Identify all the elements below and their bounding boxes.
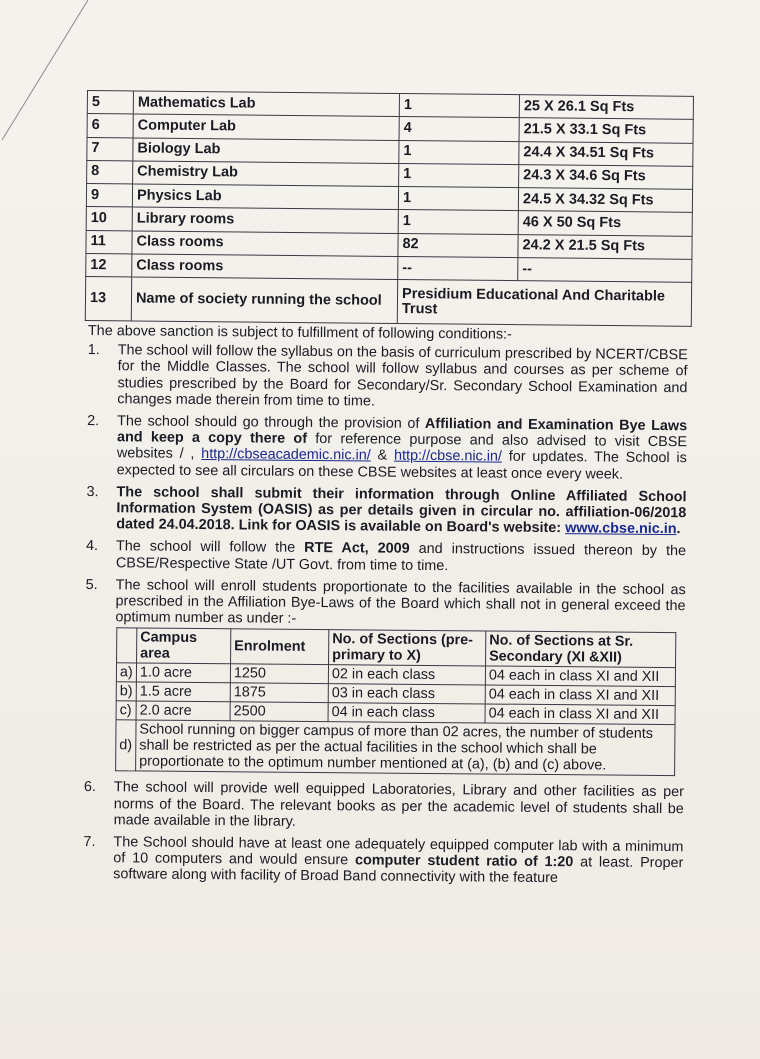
sections-pre: 03 in each class: [328, 684, 485, 704]
condition-5: [85, 577, 685, 631]
cbse-website-link[interactable]: www.cbse.nic.in: [565, 520, 677, 538]
condition-number: 5.: [85, 576, 98, 593]
condition-text: [117, 413, 688, 483]
condition-text: The school will provide well equipped Laboratories, Library and other facilities as per norms of the Board. The relevant books as per the academic level of students shall be made available in the library.: [113, 779, 684, 830]
condition-number: 7.: [83, 834, 96, 851]
row-number: 8: [87, 160, 133, 184]
sections-sr: 04 each in class XI and XII: [485, 685, 675, 706]
campus-area: 1.0 acre: [136, 663, 230, 683]
facility-count: 1: [399, 163, 519, 187]
sections-sr: 04 each in class XI and XII: [485, 666, 675, 687]
facility-count: 1: [398, 187, 518, 211]
header-sections-pre: No. of Sections (pre-primary to X): [329, 630, 486, 666]
campus-area: 1.5 acre: [136, 682, 230, 702]
facility-name: Chemistry Lab: [133, 161, 399, 187]
text-run: at least. Proper software along with facility of Broad Band connectivity with the feature: [113, 854, 684, 887]
text-run: The school shall submit their information through Online Affiliated School Information System (OASIS) as per details given in circular no. affiliation-06/2018 dated 24.04.2018. Link for OASIS is available on Board's website:: [116, 484, 687, 537]
condition-1: [87, 342, 688, 412]
row-number: 12: [86, 254, 132, 278]
row-label: b): [116, 682, 136, 701]
condition-text: The school will enroll students proportionate to the facilities available in the school as prescribed in the Affiliation Bye-Laws of the Board which shall not in general exceed the optimum number as under :-: [115, 577, 686, 628]
facility-count: 1: [399, 140, 519, 164]
society-row: [85, 277, 691, 327]
bold-text: RTE Act, 2009: [304, 540, 410, 558]
facility-name: Mathematics Lab: [133, 91, 399, 117]
facility-size: 24.4 X 34.51 Sq Fts: [519, 141, 693, 166]
enrolment: 1875: [230, 683, 328, 703]
condition-6: [84, 779, 684, 833]
row-number: 13: [85, 277, 131, 321]
cbse-link[interactable]: http://cbse.nic.in/: [393, 448, 503, 466]
facility-name: Biology Lab: [133, 138, 399, 164]
facility-name: Class rooms: [132, 231, 398, 257]
enrolment: 1250: [230, 664, 328, 684]
facility-count: 4: [399, 117, 519, 141]
row-number: 10: [86, 207, 132, 231]
text-run: for updates. The School is expected to see all circulars on these CBSE websites at least once every week.: [116, 449, 687, 483]
condition-number: 4.: [85, 538, 99, 555]
header-sections-sr: No. of Sections at Sr. Secondary (XI &XII): [486, 631, 676, 668]
enrolment: 2500: [230, 702, 328, 722]
row-number: 6: [87, 114, 133, 138]
sections-pre: 04 in each class: [328, 703, 485, 723]
facilities-table: [85, 90, 694, 327]
facility-size: 21.5 X 33.1 Sq Fts: [519, 118, 693, 143]
sections-sr: 04 each in class XI and XII: [485, 704, 675, 725]
conditions-section: [83, 323, 688, 894]
text-run: &: [370, 447, 395, 465]
conditions-intro: The above sanction is subject to fulfillment of following conditions:-: [87, 323, 512, 343]
header-spacer: [117, 628, 137, 663]
bold-text: Affiliation and Examination Bye Laws and keep a copy there of: [116, 415, 688, 448]
text-run: for reference purpose and also advised to visit CBSE websites / ,: [116, 431, 688, 463]
society-label: Name of society running the school: [131, 277, 397, 324]
text-run: The school will follow the: [115, 538, 305, 557]
row-number: 5: [87, 91, 133, 115]
campus-table: [115, 628, 676, 777]
facility-count: 82: [398, 233, 518, 257]
facility-name: Computer Lab: [133, 114, 399, 140]
facility-count: --: [398, 257, 518, 281]
row-number: 9: [86, 184, 132, 208]
text-run: The school should go through the provision of: [117, 413, 426, 432]
campus-note: School running on bigger campus of more than 02 acres, the number of students shall be restricted as per the actual facilities in the school which shall be proportionate to the optimum number mentioned at (a), (b) and (c) above.: [136, 720, 675, 776]
note-row: [116, 720, 675, 776]
society-name: Presidium Educational And Charitable Trust: [397, 280, 691, 327]
condition-text: [116, 539, 686, 576]
bold-text: computer student ratio of 1:20: [354, 852, 574, 871]
condition-text: [116, 484, 686, 538]
facility-count: 1: [399, 93, 519, 117]
text-run: .: [676, 521, 681, 538]
header-enrolment: Enrolment: [231, 629, 329, 665]
text-run: and instructions issued thereon by the CBSE/Respective State /UT Govt. from time to time.: [115, 541, 687, 574]
header-campus-area: Campus area: [137, 628, 231, 664]
facility-size: 25 X 26.1 Sq Fts: [519, 95, 693, 120]
condition-text: [113, 834, 683, 888]
text-run: The School should have at least one adequately equipped computer lab with a minimum of 10 computers and would ensure: [113, 834, 684, 869]
condition-text: The school will follow the syllabus on the basis of curriculum prescribed by NCERT/CBSE for the Middle Classes. The school will follow syllabus and courses as per scheme of studies prescribed by the Board for Secondary/Sr. Secondary School Examination and changes made therein from time to time.: [117, 342, 688, 410]
condition-number: 2.: [87, 413, 100, 430]
scan-edge-line: [0, 0, 90, 150]
campus-header-row: [117, 628, 676, 668]
facility-size: 24.5 X 34.32 Sq Fts: [518, 188, 692, 213]
facility-size: 24.2 X 21.5 Sq Fts: [518, 234, 692, 259]
row-number: 7: [87, 137, 133, 161]
facility-name: Library rooms: [132, 207, 398, 233]
cbseacademic-link[interactable]: http://cbseacademic.nic.in/: [201, 446, 371, 464]
facility-size: 24.3 X 34.6 Sq Fts: [519, 165, 693, 190]
condition-2: [87, 413, 688, 483]
row-label: a): [116, 663, 136, 682]
condition-3: [86, 484, 686, 538]
condition-4: [86, 538, 686, 576]
facility-name: Physics Lab: [132, 184, 398, 210]
condition-number: 6.: [83, 779, 97, 796]
condition-number: 3.: [86, 483, 99, 500]
condition-number: 1.: [87, 342, 100, 359]
condition-7: [83, 834, 683, 888]
sections-pre: 02 in each class: [328, 665, 485, 685]
row-label: c): [116, 701, 136, 720]
facility-count: 1: [398, 210, 518, 234]
row-label: d): [116, 720, 136, 771]
row-number: 11: [86, 230, 132, 254]
facility-size: 46 X 50 Sq Fts: [518, 211, 692, 236]
campus-area: 2.0 acre: [136, 701, 230, 721]
facility-size: --: [518, 258, 692, 283]
facility-name: Class rooms: [132, 254, 398, 280]
